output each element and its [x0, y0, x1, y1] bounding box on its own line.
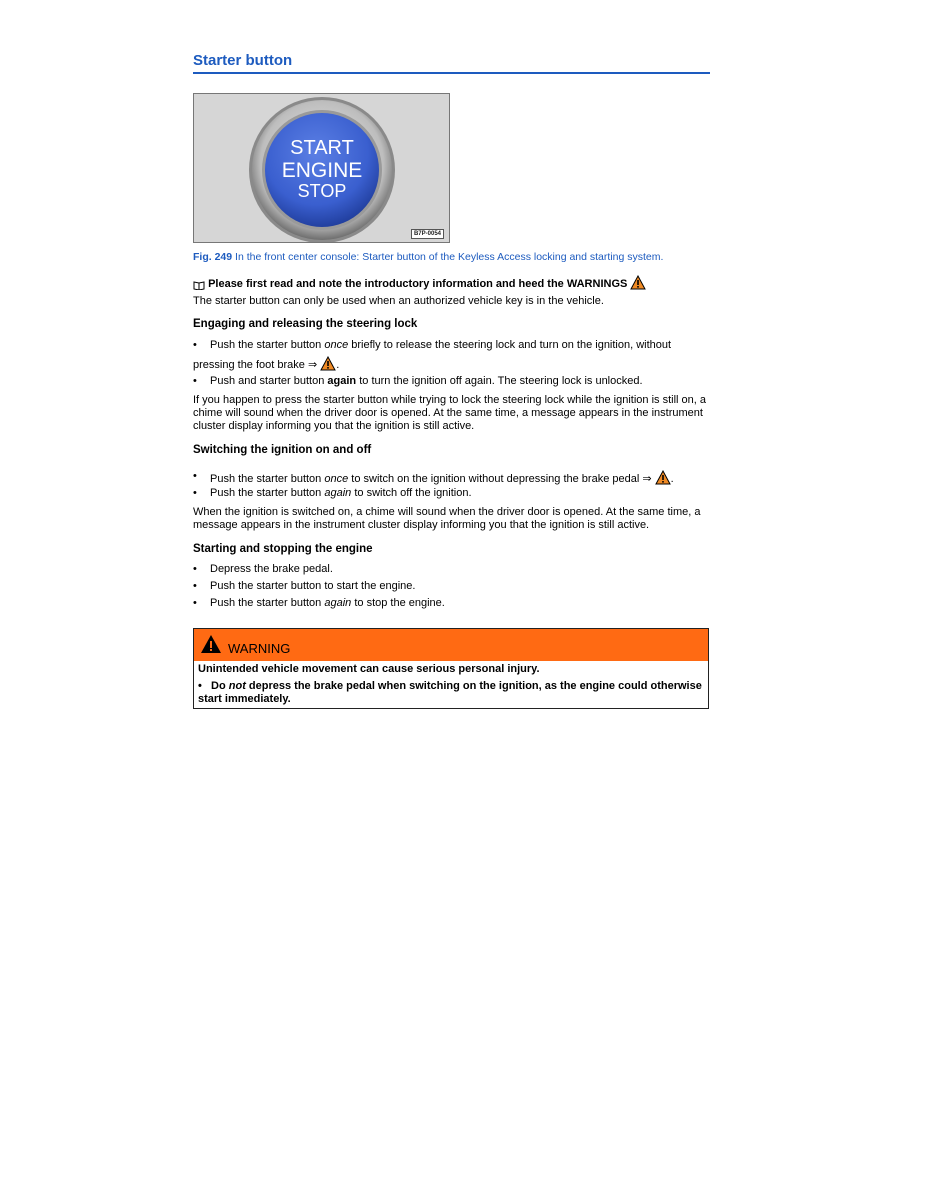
paragraph-steering-lock: If you happen to press the starter button while trying to lock the steering lock while the ignition is still on, a chime will sound when the driver door is opened. At the same time, a message appears in the instrument cluster display informing you that the ignition is still active. [193, 394, 706, 432]
warning-detail-text: Do [211, 680, 229, 692]
section-heading-steering-lock: Engaging and releasing the steering lock [193, 318, 418, 330]
warning-triangle-icon [655, 470, 671, 485]
figure-number: Fig. 249 [193, 251, 233, 263]
warning-box [193, 628, 709, 709]
list-item-text: Push the starter button [210, 487, 325, 499]
list-item-continuation: pressing the foot brake ⇒ . [193, 356, 710, 372]
list-item-text: to stop the engine. [351, 597, 445, 609]
warning-triangle-icon [200, 634, 222, 654]
warning-header [194, 629, 708, 661]
figure-caption [193, 251, 663, 263]
list-item-text: pressing the foot brake ⇒ [193, 359, 321, 371]
intro-note [193, 275, 710, 291]
list-item-text: briefly to release the steering lock and turn on the ignition, without [348, 339, 672, 351]
warning-summary: Unintended vehicle movement can cause serious personal injury. [198, 663, 540, 675]
warning-label: WARNING [228, 641, 291, 656]
warning-detail-emphasis: not [228, 680, 246, 692]
section-heading-ignition: Switching the ignition on and off [193, 444, 372, 456]
list-item-emphasis: once [324, 339, 349, 351]
figure-starter-button [193, 93, 450, 243]
button-text-start: START [290, 137, 354, 159]
list-item-text: to turn the ignition off again. The steering lock is unlocked. [356, 375, 643, 387]
book-icon [193, 280, 205, 290]
list-item-text: Push the starter button [210, 339, 325, 351]
list-item-emphasis: once [324, 473, 349, 485]
figure-caption-text: In the front center console: Starter button of the Keyless Access locking and starting system. [232, 251, 664, 263]
button-text-engine: ENGINE [281, 159, 363, 182]
warning-triangle-icon [320, 356, 336, 371]
warning-detail-text: depress the brake pedal when switching on the ignition, as the engine could otherwise start immediately. [198, 680, 702, 705]
list-item-emphasis: again [324, 487, 352, 499]
list-item-text: Push the starter button [210, 473, 325, 485]
list-item-text: to switch on the ignition without depressing the brake pedal ⇒ [348, 473, 655, 485]
list-item-strong: again [327, 375, 357, 387]
warning-triangle-icon [630, 275, 646, 290]
page-title: Starter button [193, 52, 710, 74]
list-item-text: Push the starter button to start the engine. [210, 580, 416, 592]
list-item-text: to switch off the ignition. [351, 487, 472, 499]
list-item-text: Push the starter button [210, 597, 325, 609]
section-heading-engine: Starting and stopping the engine [193, 543, 373, 555]
button-text-stop: STOP [297, 181, 347, 201]
list-item-text: Depress the brake pedal. [210, 563, 333, 575]
start-stop-button-illustration [194, 94, 449, 242]
intro-note-text: Please first read and note the introductory information and heed the WARNINGS [208, 278, 628, 290]
list-item-emphasis: again [324, 597, 352, 609]
warning-detail: • Do not depress the brake pedal when switching on the ignition, as the engine could otherwise start immediately. [198, 680, 702, 705]
list-item-text: Push and starter button [210, 375, 328, 387]
figure-code: B7P-0054 [411, 229, 444, 239]
intro-text: The starter button can only be used when an authorized vehicle key is in the vehicle. [193, 295, 604, 307]
paragraph-ignition: When the ignition is switched on, a chime will sound when the driver door is opened. At the same time, a message appears in the instrument cluster display informing you that the ignition is still active. [193, 506, 701, 531]
